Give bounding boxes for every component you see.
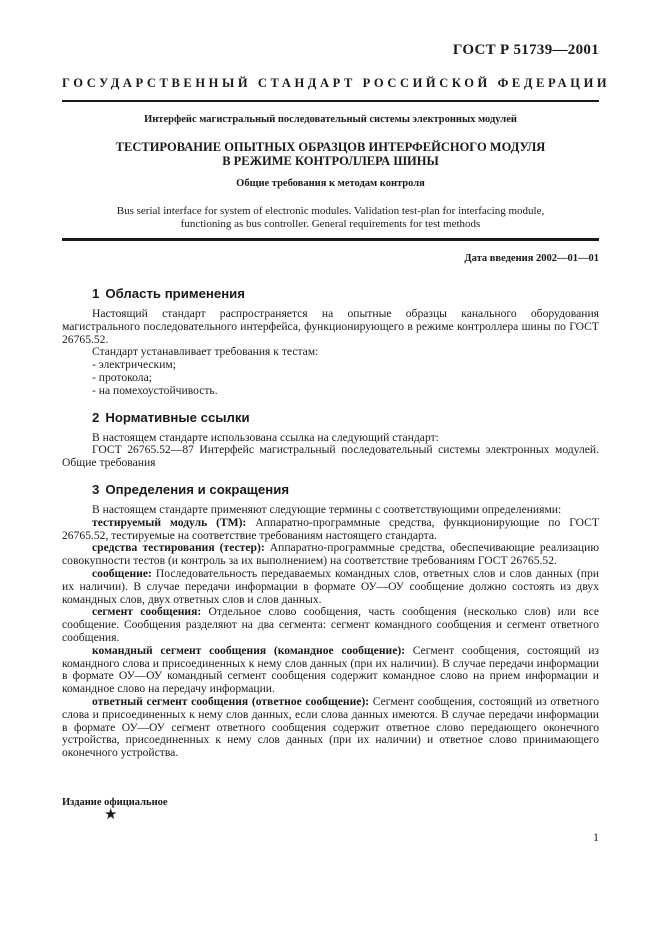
definition-text: Аппаратно-программные средства, функционирующие по ГОСТ 26765.52, тестируемые на соответствие требованиям настоящего стандарта. [62,515,599,542]
subtitle: Общие требования к методам контроля [236,178,425,189]
definition [62,645,599,696]
definition [62,517,599,543]
list-item: - электрическим; [92,358,176,372]
main-title-line-1: ТЕСТИРОВАНИЕ ОПЫТНЫХ ОБРАЗЦОВ ИНТЕРФЕЙСНОГО МОДУЛЯ [115,140,546,154]
definition-text: Последовательность передаваемых командных слов, ответных слов и слов данных (при их наличии). В случае передачи информации в формате ОУ—ОУ сообщение должно состоять из двух командных слов, двух ответных слов и слов данных. [62,566,599,606]
section-number: 3 [92,481,100,497]
definition-term: тестируемый модуль (ТМ): [92,515,247,529]
section-number: 1 [92,286,100,301]
section-heading [92,410,599,426]
document-code: ГОСТ Р 51739—2001 [452,42,599,58]
state-standard-title: ГОСУДАРСТВЕННЫЙ СТАНДАРТ РОССИЙСКОЙ ФЕДЕРАЦИИ [62,76,611,90]
top-divider [62,100,599,102]
paragraph: Стандарт устанавливает требования к тестам: [92,345,319,359]
paragraph: В настоящем стандарте применяют следующие термины с соответствующими определениями: [92,502,562,516]
definition-term: командный сегмент сообщения (командное сообщение): [92,643,406,657]
definition-term: сегмент сообщения: [92,605,202,619]
section-heading [92,286,599,302]
english-title-line-2: functioning as bus controller. General requirements for test methods [180,218,481,230]
definition [62,696,599,760]
definition-text: Отдельное слово сообщения, часть сообщения (несколько слов) или все сообщение. Сообщения разделяют на два сегмента: сегмент командного сообщения и сегмент ответного сообщения. [62,605,600,644]
title-divider [62,238,599,241]
main-title-line-2: В РЕЖИМЕ КОНТРОЛЛЕРА ШИНЫ [222,154,439,168]
paragraph: ГОСТ 26765.52—87 Интерфейс магистральный последовательный системы электронных модулей. Общие требования [62,443,599,470]
star-icon: ★ [104,807,118,823]
definition [62,542,599,568]
section-title: Определения и сокращения [105,481,290,497]
page-number: 1 [593,830,599,844]
introduction-date: Дата введения 2002—01—01 [464,253,599,264]
definition-text: Аппаратно-программные средства, обеспечивающие реализацию совокупности тестов (и контроль за их выполнением) на соответствие требованиям ГОСТ 26765.52. [62,541,600,568]
definition-term: ответный сегмент сообщения (ответное сообщение): [92,694,370,708]
paragraph: Настоящий стандарт распространяется на опытные образцы канального оборудования магистрального последовательного интерфейса, функционирующего в режиме контроллера шины по ГОСТ 26765.52. [62,307,599,346]
section-scope [62,286,599,398]
english-title-line-1: Bus serial interface for system of electronic modules. Validation test-plan for interfacing module, [116,205,545,217]
section-heading [92,482,599,498]
definition-text: Сегмент сообщения, состоящий из ответного слова и присоединенных к нему слов данных, если слова данных имеются. В случае передачи информации в формате ОУ—ОУ сегмент ответного сообщения содержит ответное слово передающего оконечного устройства, присоединенных к нему слов данных (при их наличии) и ответное слово принимающего оконечного устройства. [62,694,599,760]
document-body [62,286,599,772]
interface-title: Интерфейс магистральный последовательный системы электронных модулей [144,114,517,125]
official-edition-label: Издание официальное [62,797,168,808]
section-references [62,410,599,470]
definition-term: средства тестирования (тестер): [92,541,265,555]
list-item: - протокола; [92,370,152,384]
list-item: - на помехоустойчивость. [92,383,218,397]
main-title [62,140,599,168]
definition-term: сообщение: [92,566,152,580]
section-definitions [62,482,599,760]
section-title: Область применения [105,286,245,301]
paragraph: В настоящем стандарте использована ссылка на следующий стандарт: [92,430,439,444]
definition-text: Сегмент сообщения, состоящий из командного слова и присоединенных к нему слов данных (при их наличии). В случае передачи информации в формате ОУ—ОУ командный сегмент сообщения содержит командное слово на прием информации и командное слово на передачу информации. [62,643,599,696]
section-title: Нормативные ссылки [105,409,250,425]
definition [62,568,599,606]
section-number: 2 [92,409,100,425]
definition [62,606,599,644]
english-title [62,205,599,231]
